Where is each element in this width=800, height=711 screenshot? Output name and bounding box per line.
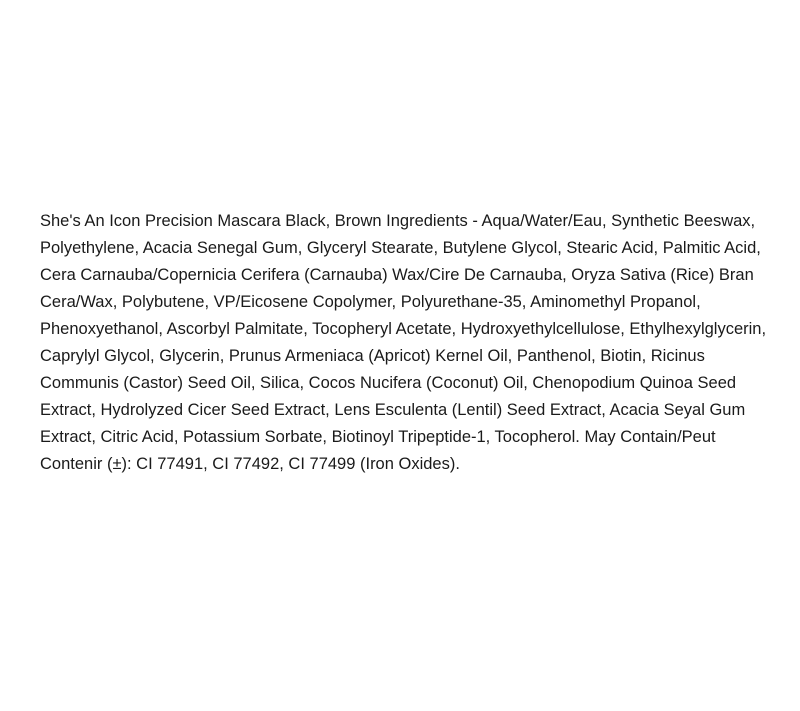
ingredients-paragraph: She's An Icon Precision Mascara Black, Brown Ingredients - Aqua/Water/Eau, Synthetic Beeswax, Polyethylene, Acacia Senegal Gum, Glyceryl Stearate, Butylene Glycol, Stearic Acid, Palmitic Acid, Cera Carnauba/Copernicia Cerifera (Carnauba) Wax/Cire De Carnauba, Oryza Sativa (Rice) Bran Cera/Wax, Polybutene, VP/Eicosene Copolymer, Polyurethane-35, Aminomethyl Propanol, Phenoxyethanol, Ascorbyl Palmitate, Tocopheryl Acetate, Hydroxyethylcellulose, Ethylhexylglycerin, Caprylyl Glycol, Glycerin, Prunus Armeniaca (Apricot) Kernel Oil, Panthenol, Biotin, Ricinus Communis (Castor) Seed Oil, Silica, Cocos Nucifera (Coconut) Oil, Chenopodium Quinoa Seed Extract, Hydrolyzed Cicer Seed Extract, Lens Esculenta (Lentil) Seed Extract, Acacia Seyal Gum Extract, Citric Acid, Potassium Sorbate, Biotinoyl Tripeptide-1, Tocopherol. May Contain/Peut Contenir (±): CI 77491, CI 77492, CI 77499 (Iron Oxides). — [40, 212, 767, 473]
